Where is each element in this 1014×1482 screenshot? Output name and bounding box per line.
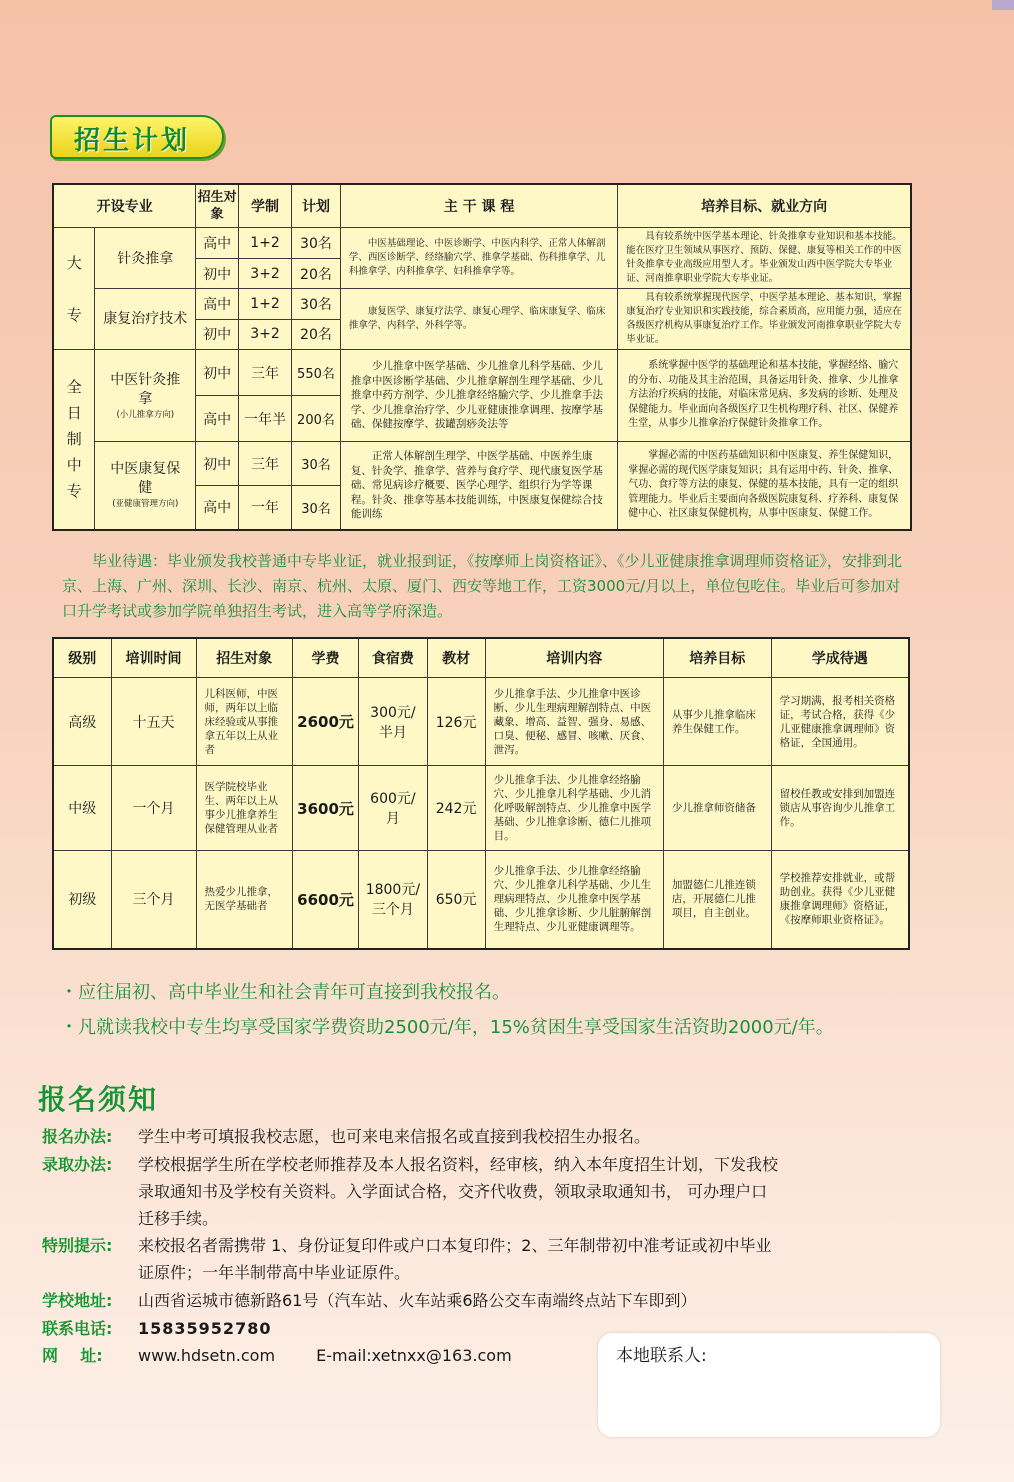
benefit-cell: 留校任教或安排到加盟连锁店从事咨询少儿推拿工作。	[771, 766, 909, 851]
duration-cell: 3+2	[239, 259, 292, 289]
col-header: 培养目标、就业方向	[618, 184, 911, 228]
col-header: 培训内容	[485, 638, 663, 678]
info-label: 联系电话:	[42, 1319, 113, 1338]
level-cell: 中级	[53, 766, 111, 851]
major-name: 中医针灸推拿 (小儿推拿方向)	[95, 350, 196, 442]
quota-cell: 200名	[292, 396, 341, 442]
duration-cell: 一年	[239, 486, 292, 530]
level-cell: 大 专	[53, 228, 95, 350]
board-cell: 1800元/ 三个月	[359, 851, 427, 949]
table-header-row	[53, 184, 911, 228]
duration-cell: 一年半	[239, 396, 292, 442]
enrollment-plan-banner	[50, 115, 224, 159]
bullet-item: ・凡就读我校中专生均享受国家学费资助2500元/年，15%贫困生享受国家生活资助2000元/年。	[60, 1017, 834, 1038]
col-header: 招生对象	[196, 638, 292, 678]
website-link[interactable]: www.hdsetn.com	[138, 1346, 276, 1365]
courses-cell: 中医基础理论、中医诊断学、中医内科学、正常人体解剖学、西医诊断学、经络腧穴学、推拿学基础、伤科推拿学、儿科推拿学、内科推拿学、妇科推拿学等。	[340, 228, 617, 289]
info-label: 特别提示:	[42, 1236, 113, 1255]
target-cell: 儿科医师，中医师，两年以上临床经验或从事推拿五年以上从业者	[196, 678, 292, 766]
duration-cell: 1+2	[239, 289, 292, 320]
goal-cell: 系统掌握中医学的基础理论和基本技能，掌握经络、腧穴的分布、功能及其主治范围，具备运用针灸、推拿、少儿推拿方法治疗疾病的技能，对临床常见病、多发病的诊断、处理及保健能力。毕业面向各级医疗卫生机构理疗科、社区、保健养生堂，从事少儿推拿治疗保健针灸推拿工作。	[618, 350, 911, 442]
level-cell: 全 日 制 中 专	[53, 350, 95, 530]
info-label: 录取办法:	[42, 1155, 113, 1174]
goal-cell: 加盟德仁儿推连锁店，开展德仁儿推项目，自主创业。	[663, 851, 771, 949]
content-cell: 少儿推拿手法、少儿推拿中医诊断、少儿生理病理解剖特点、中医藏象、增高、益智、强身、易感、口臭、便秘、感冒、咳嗽、厌食、泄泻。	[485, 678, 663, 766]
duration-cell: 1+2	[239, 228, 292, 259]
content-cell: 少儿推拿手法、少儿推拿经络腧穴、少儿推拿儿科学基础、少儿生理病理特点、少儿推拿中医学基础、少儿推拿诊断、少儿脏腑解剖生理特点、少儿亚健康调理等。	[485, 851, 663, 949]
website-row	[138, 1342, 638, 1369]
quota-cell: 30名	[292, 442, 341, 486]
table-row	[53, 228, 911, 259]
col-header: 培训时间	[111, 638, 196, 678]
major-name: 针灸推拿	[95, 228, 196, 289]
time-cell: 三个月	[111, 851, 196, 949]
board-cell: 300元/ 半月	[359, 678, 427, 766]
info-label: 学校地址:	[42, 1291, 113, 1310]
email-link[interactable]: E-mail:xetnxx@163.com	[316, 1346, 512, 1365]
goal-cell: 从事少儿推拿临床养生保健工作。	[663, 678, 771, 766]
courses-cell: 正常人体解剖生理学、中医学基础、中医养生康复、针灸学、推拿学、营养与食疗学、现代康复医学基础、常见病诊疗概要、医学心理学、组织行为学等课程。针灸、推拿等基本技能训练，中医康复保健综合技能训练	[340, 442, 617, 530]
major-name: 康复治疗技术	[95, 289, 196, 350]
duration-cell: 三年	[239, 442, 292, 486]
col-header: 食宿费	[359, 638, 427, 678]
time-cell: 十五天	[111, 678, 196, 766]
board-cell: 600元/ 月	[359, 766, 427, 851]
local-contact-label: 本地联系人:	[616, 1346, 707, 1366]
section-title-enrollment: 招生计划	[74, 126, 191, 156]
col-header: 级别	[53, 638, 111, 678]
phone-number: 15835952780	[138, 1319, 272, 1338]
info-text: 学校根据学生所在学校老师推荐及本人报名资料，经审核，纳入本年度招生计划，下发我校录取通知书及学校有关资料。入学面试合格，交齐代收费，领取录取通知书， 可办理户口迁移手续。	[138, 1155, 779, 1228]
duration-cell: 三年	[239, 350, 292, 396]
col-header: 招生对象	[196, 184, 239, 228]
books-cell: 650元	[427, 851, 485, 949]
quota-cell: 30名	[292, 289, 341, 320]
target-cell: 高中	[196, 486, 239, 530]
col-header: 计划	[292, 184, 341, 228]
level-cell: 高级	[53, 678, 111, 766]
table-row	[53, 442, 911, 486]
courses-cell: 少儿推拿中医学基础、少儿推拿儿科学基础、少儿推拿中医诊断学基础、少儿推拿解剖生理学基础、少儿推拿中药方剂学、少儿推拿经络腧穴学、少儿推拿手法学、少儿推拿治疗学、少儿亚健康推拿调理、按摩学基础、保健按摩学、拔罐刮痧灸法等	[340, 350, 617, 442]
goal-cell: 具有较系统掌握现代医学、中医学基本理论、基本知识，掌握康复治疗专业知识和实践技能，综合素质高，应用能力强，适应在各级医疗机构从事康复治疗工作。毕业颁发河南推拿职业学院大专毕业证。	[618, 289, 911, 350]
target-cell: 医学院校毕业生、两年以上从事少儿推拿养生保健管理从业者	[196, 766, 292, 851]
bullet-item: ・应往届初、高中毕业生和社会青年可直接到我校报名。	[60, 982, 510, 1003]
quota-cell: 30名	[292, 228, 341, 259]
benefit-cell: 学校推荐安排就业，或帮助创业。获得《少儿亚健康推拿调理师》资格证，《按摩师职业资格证》。	[771, 851, 909, 949]
table-header-row	[53, 638, 909, 678]
col-header: 开设专业	[53, 184, 196, 228]
major-note: (亚健康管理方向)	[112, 499, 179, 510]
graduation-note: 毕业待遇：毕业颁发我校普通中专毕业证，就业报到证，《按摩师上岗资格证》、《少儿亚健康推拿调理师资格证》，安排到北京、上海、广州、深圳、长沙、南京、杭州、太原、厦门、西安等地工作，工资3000元/月以上，单位包吃住。毕业后可参加对口升学考试或参加学院单独招生考试，进入高等学府深造。	[62, 552, 903, 620]
col-header: 培养目标	[663, 638, 771, 678]
target-cell: 高中	[196, 396, 239, 442]
target-cell: 初中	[196, 442, 239, 486]
major-name: 中医康复保健 (亚健康管理方向)	[95, 442, 196, 530]
quota-cell: 30名	[292, 486, 341, 530]
target-cell: 热爱少儿推拿，无医学基础者	[196, 851, 292, 949]
benefit-cell: 学习期满，报考相关资格证，考试合格，获得《少儿亚健康推拿调理师》资格证，全国通用。	[771, 678, 909, 766]
major-note: (小儿推拿方向)	[116, 409, 175, 420]
fee-cell: 2600元	[292, 678, 358, 766]
goal-cell: 掌握必需的中医药基础知识和中医康复、养生保健知识，掌握必需的现代医学康复知识；具有运用中药、针灸、推拿、气功、食疗等方法的康复、保健的基本技能，具有一定的组织管理能力。毕业后主要面向各级医院康复科、疗养科、康复保健中心、社区康复保健机构，从事中医康复、保健工作。	[618, 442, 911, 530]
fee-cell: 6600元	[292, 851, 358, 949]
col-header: 学制	[239, 184, 292, 228]
table-row	[53, 350, 911, 396]
fee-cell: 3600元	[292, 766, 358, 851]
section-title-registration: 报名须知	[38, 1083, 159, 1116]
target-cell: 初中	[196, 350, 239, 396]
content-cell: 少儿推拿手法、少儿推拿经络腧穴、少儿推拿儿科学基础、少儿消化呼吸解剖特点、少儿推拿中医学基础、少儿推拿诊断、德仁儿推项目。	[485, 766, 663, 851]
training-table	[52, 637, 910, 950]
table-row	[53, 766, 909, 851]
info-row-admission	[42, 1151, 778, 1232]
corner-tab	[992, 0, 1014, 10]
target-cell: 高中	[196, 289, 239, 320]
table-row	[53, 678, 909, 766]
info-row-notice	[42, 1232, 778, 1286]
col-header: 学成待遇	[771, 638, 909, 678]
duration-cell: 3+2	[239, 319, 292, 350]
info-text: 来校报名者需携带 1、身份证复印件或户口本复印件；2、三年制带初中准考证或初中毕业证原件；一年半制带高中毕业证原件。	[138, 1236, 772, 1282]
target-cell: 初中	[196, 259, 239, 289]
books-cell: 126元	[427, 678, 485, 766]
info-label: 报名办法:	[42, 1127, 113, 1146]
table-row	[53, 851, 909, 949]
quota-cell: 20名	[292, 319, 341, 350]
enrollment-plan-table	[52, 183, 912, 531]
table-row	[53, 289, 911, 320]
local-contact-box	[598, 1333, 940, 1437]
info-row-method	[42, 1123, 798, 1150]
level-cell: 初级	[53, 851, 111, 949]
quota-cell: 20名	[292, 259, 341, 289]
books-cell: 242元	[427, 766, 485, 851]
quota-cell: 550名	[292, 350, 341, 396]
info-row-address	[42, 1287, 838, 1314]
goal-cell: 具有较系统中医学基本理论、针灸推拿专业知识和基本技能。能在医疗卫生领域从事医疗、预防、保健、康复等相关工作的中医针灸推拿专业高级应用型人才。毕业颁发山西中医学院大专毕业证、河南推拿职业学院大专毕业证。	[618, 228, 911, 289]
col-header: 主 干 课 程	[340, 184, 617, 228]
col-header: 学费	[292, 638, 358, 678]
target-cell: 初中	[196, 319, 239, 350]
info-label: 网 址:	[42, 1346, 103, 1365]
time-cell: 一个月	[111, 766, 196, 851]
info-row-website	[42, 1342, 638, 1369]
courses-cell: 康复医学、康复疗法学、康复心理学、临床康复学、临床推拿学、内科学、外科学等。	[340, 289, 617, 350]
info-text: 山西省运城市德新路61号（汽车站、火车站乘6路公交车南端终点站下车即到）	[138, 1291, 697, 1310]
goal-cell: 少儿推拿师资储备	[663, 766, 771, 851]
info-text: 学生中考可填报我校志愿，也可来电来信报名或直接到我校招生办报名。	[138, 1127, 651, 1146]
col-header: 教材	[427, 638, 485, 678]
target-cell: 高中	[196, 228, 239, 259]
